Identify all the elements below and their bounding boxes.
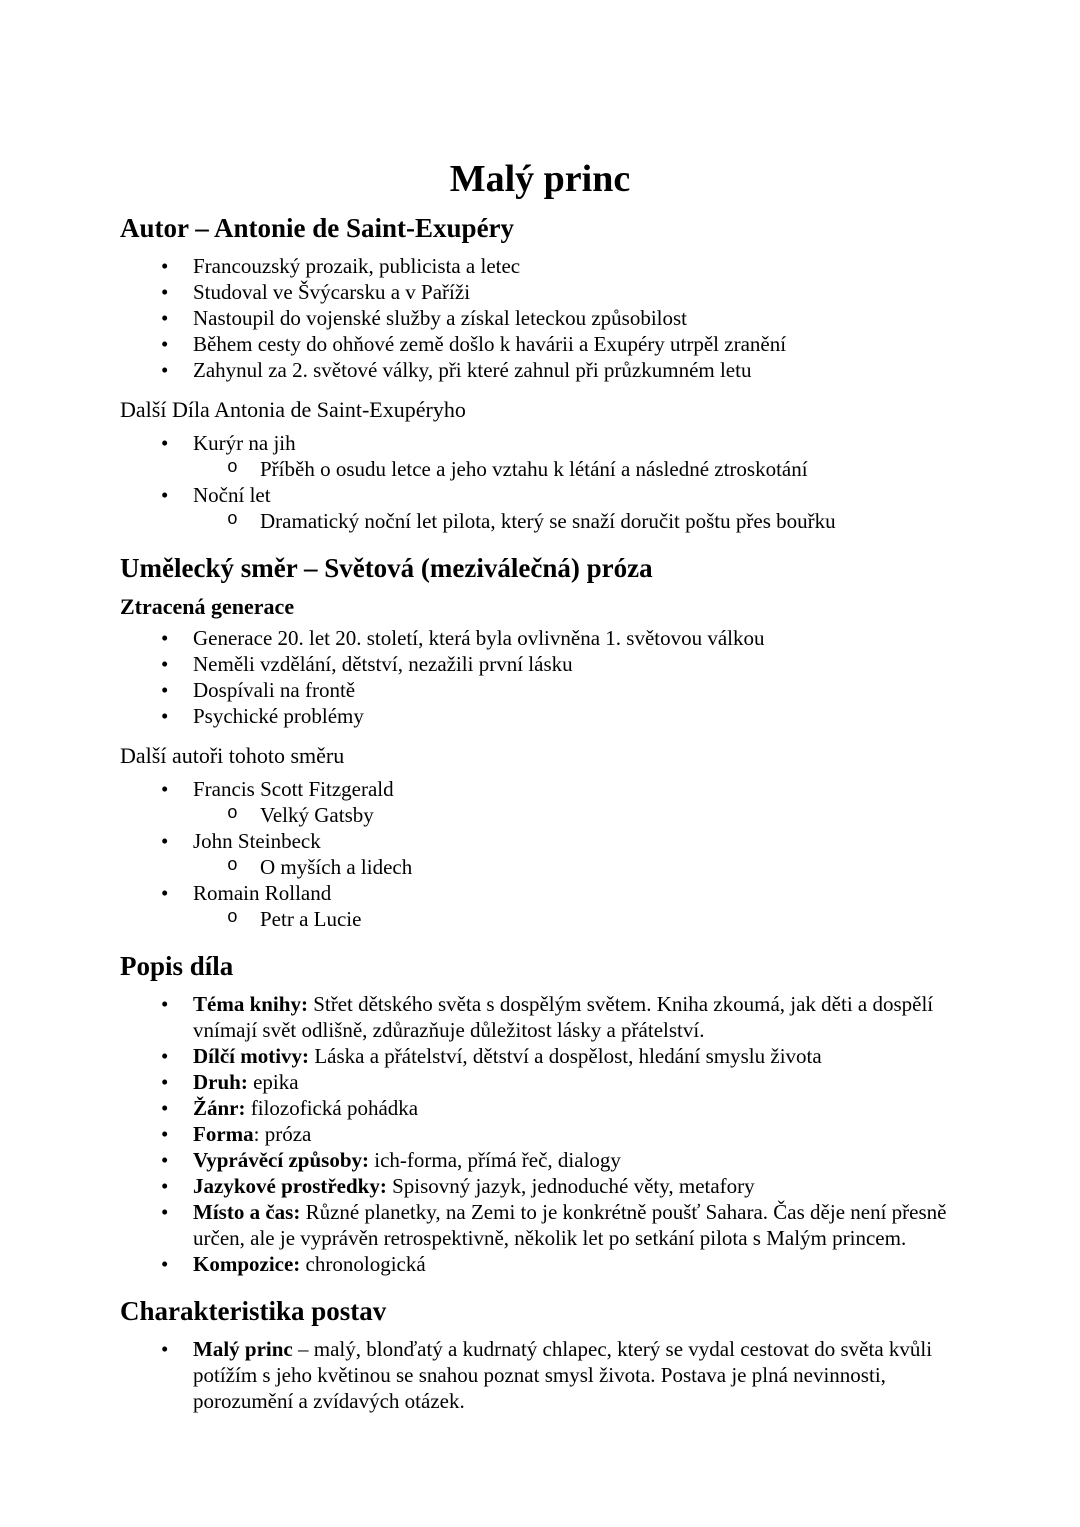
item-text: : próza	[253, 1122, 312, 1146]
list-item-text: Dospívali na frontě	[193, 678, 356, 702]
list-item	[120, 253, 960, 279]
list-item-text: Studoval ve Švýcarsku a v Paříži	[193, 280, 471, 304]
section-umelecky-smer	[120, 552, 960, 932]
dalsi-autori-list	[120, 776, 960, 932]
list-item	[120, 880, 960, 906]
item-text: epika	[253, 1070, 299, 1094]
work-description: Příběh o osudu letce a jeho vztahu k létání a následné ztroskotání	[260, 457, 808, 481]
item-label: Kompozice:	[193, 1252, 306, 1276]
item-text: filozofická pohádka	[250, 1096, 419, 1120]
list-item-text: Generace 20. let 20. století, která byla ovlivněna 1. světovou válkou	[193, 626, 765, 650]
list-item	[120, 1095, 960, 1121]
list-item	[120, 1251, 960, 1277]
list-item	[120, 991, 960, 1043]
author-name: John Steinbeck	[193, 829, 321, 853]
list-item	[120, 1173, 960, 1199]
heading-umelecky-smer: Umělecký směr – Světová (meziválečná) próza	[120, 553, 653, 583]
dalsi-dila-list	[120, 430, 960, 534]
sub-list-item	[120, 508, 960, 534]
list-item	[120, 1336, 960, 1414]
list-item	[120, 828, 960, 854]
list-item	[120, 1069, 960, 1095]
list-item	[120, 776, 960, 802]
author-work: O myších a lidech	[260, 855, 413, 879]
character-name: Malý princ	[193, 1337, 293, 1361]
list-item	[120, 677, 960, 703]
sub-list-item	[120, 802, 960, 828]
item-label: Vyprávěcí způsoby:	[193, 1148, 375, 1172]
list-item	[120, 625, 960, 651]
ztracena-generace-list	[120, 625, 960, 729]
author-work: Petr a Lucie	[260, 907, 362, 931]
list-item	[120, 651, 960, 677]
list-item	[120, 331, 960, 357]
list-item	[120, 357, 960, 383]
list-item	[120, 703, 960, 729]
item-label: Dílčí motivy:	[193, 1044, 315, 1068]
list-item-text: Psychické problémy	[193, 704, 364, 728]
list-item	[120, 430, 960, 456]
item-text: Různé planetky, na Zemi to je konkrétně poušť Sahara. Čas děje není přesně určen, ale je vyprávěn retrospektivně, několik let po setkání pilota s Malým princem.	[193, 1200, 947, 1250]
list-item-text: Nastoupil do vojenské služby a získal leteckou způsobilost	[193, 306, 687, 330]
sub-list-item	[120, 456, 960, 482]
item-text: Láska a přátelství, dětství a dospělost, hledání smyslu života	[314, 1044, 822, 1068]
heading-ztracena-generace: Ztracená generace	[120, 594, 295, 619]
item-label: Místo a čas:	[193, 1200, 306, 1224]
list-item-text: Francouzský prozaik, publicista a letec	[193, 254, 521, 278]
heading-autor: Autor – Antonie de Saint-Exupéry	[120, 213, 515, 243]
character-description: – malý, blonďatý a kudrnatý chlapec, který se vydal cestovat do světa kvůli potížím s jeho květinou se snahou poznat smysl života. Postava je plná nevinnosti, porozumění a zvídavých otázek.	[193, 1337, 933, 1413]
author-name: Romain Rolland	[193, 881, 332, 905]
heading-popis-dila: Popis díla	[120, 951, 234, 981]
heading-charakteristika-postav: Charakteristika postav	[120, 1296, 387, 1326]
section-dalsi-dila	[120, 396, 960, 534]
work-title: Noční let	[193, 483, 271, 507]
document-title: Malý princ	[449, 158, 631, 200]
item-text: Spisovný jazyk, jednoduché věty, metafory	[392, 1174, 755, 1198]
list-item	[120, 305, 960, 331]
sub-list-item	[120, 906, 960, 932]
list-item	[120, 482, 960, 508]
item-label: Žánr:	[193, 1096, 251, 1120]
section-charakteristika-postav	[120, 1295, 960, 1414]
work-title: Kurýr na jih	[193, 431, 296, 455]
item-label: Forma	[193, 1122, 254, 1146]
sub-list-item	[120, 854, 960, 880]
item-label: Druh:	[193, 1070, 254, 1094]
author-name: Francis Scott Fitzgerald	[193, 777, 394, 801]
item-text: ich-forma, přímá řeč, dialogy	[374, 1148, 621, 1172]
charakteristika-list	[120, 1336, 960, 1414]
section-autor	[120, 212, 960, 383]
list-item	[120, 1121, 960, 1147]
heading-dalsi-dila: Další Díla Antonia de Saint-Exupéryho	[120, 397, 466, 422]
list-item	[120, 1199, 960, 1251]
author-work: Velký Gatsby	[260, 803, 374, 827]
item-text: chronologická	[305, 1252, 426, 1276]
heading-dalsi-autori: Další autoři tohoto směru	[120, 743, 345, 768]
work-description: Dramatický noční let pilota, který se snaží doručit poštu přes bouřku	[260, 509, 836, 533]
list-item-text: Během cesty do ohňové země došlo k havárii a Exupéry utrpěl zranění	[193, 332, 787, 356]
autor-bullet-list	[120, 253, 960, 383]
list-item-text: Zahynul za 2. světové války, při které zahnul při průzkumném letu	[193, 358, 752, 382]
popis-dila-list	[120, 991, 960, 1277]
list-item	[120, 1043, 960, 1069]
section-popis-dila	[120, 950, 960, 1277]
list-item	[120, 1147, 960, 1173]
item-label: Téma knihy:	[193, 992, 314, 1016]
list-item-text: Neměli vzdělání, dětství, nezažili první lásku	[193, 652, 573, 676]
list-item	[120, 279, 960, 305]
item-text: Střet dětského světa s dospělým světem. Kniha zkoumá, jak děti a dospělí vnímají svět odlišně, zdůrazňuje důležitost lásky a přátelství.	[193, 992, 934, 1042]
item-label: Jazykové prostředky:	[193, 1174, 393, 1198]
